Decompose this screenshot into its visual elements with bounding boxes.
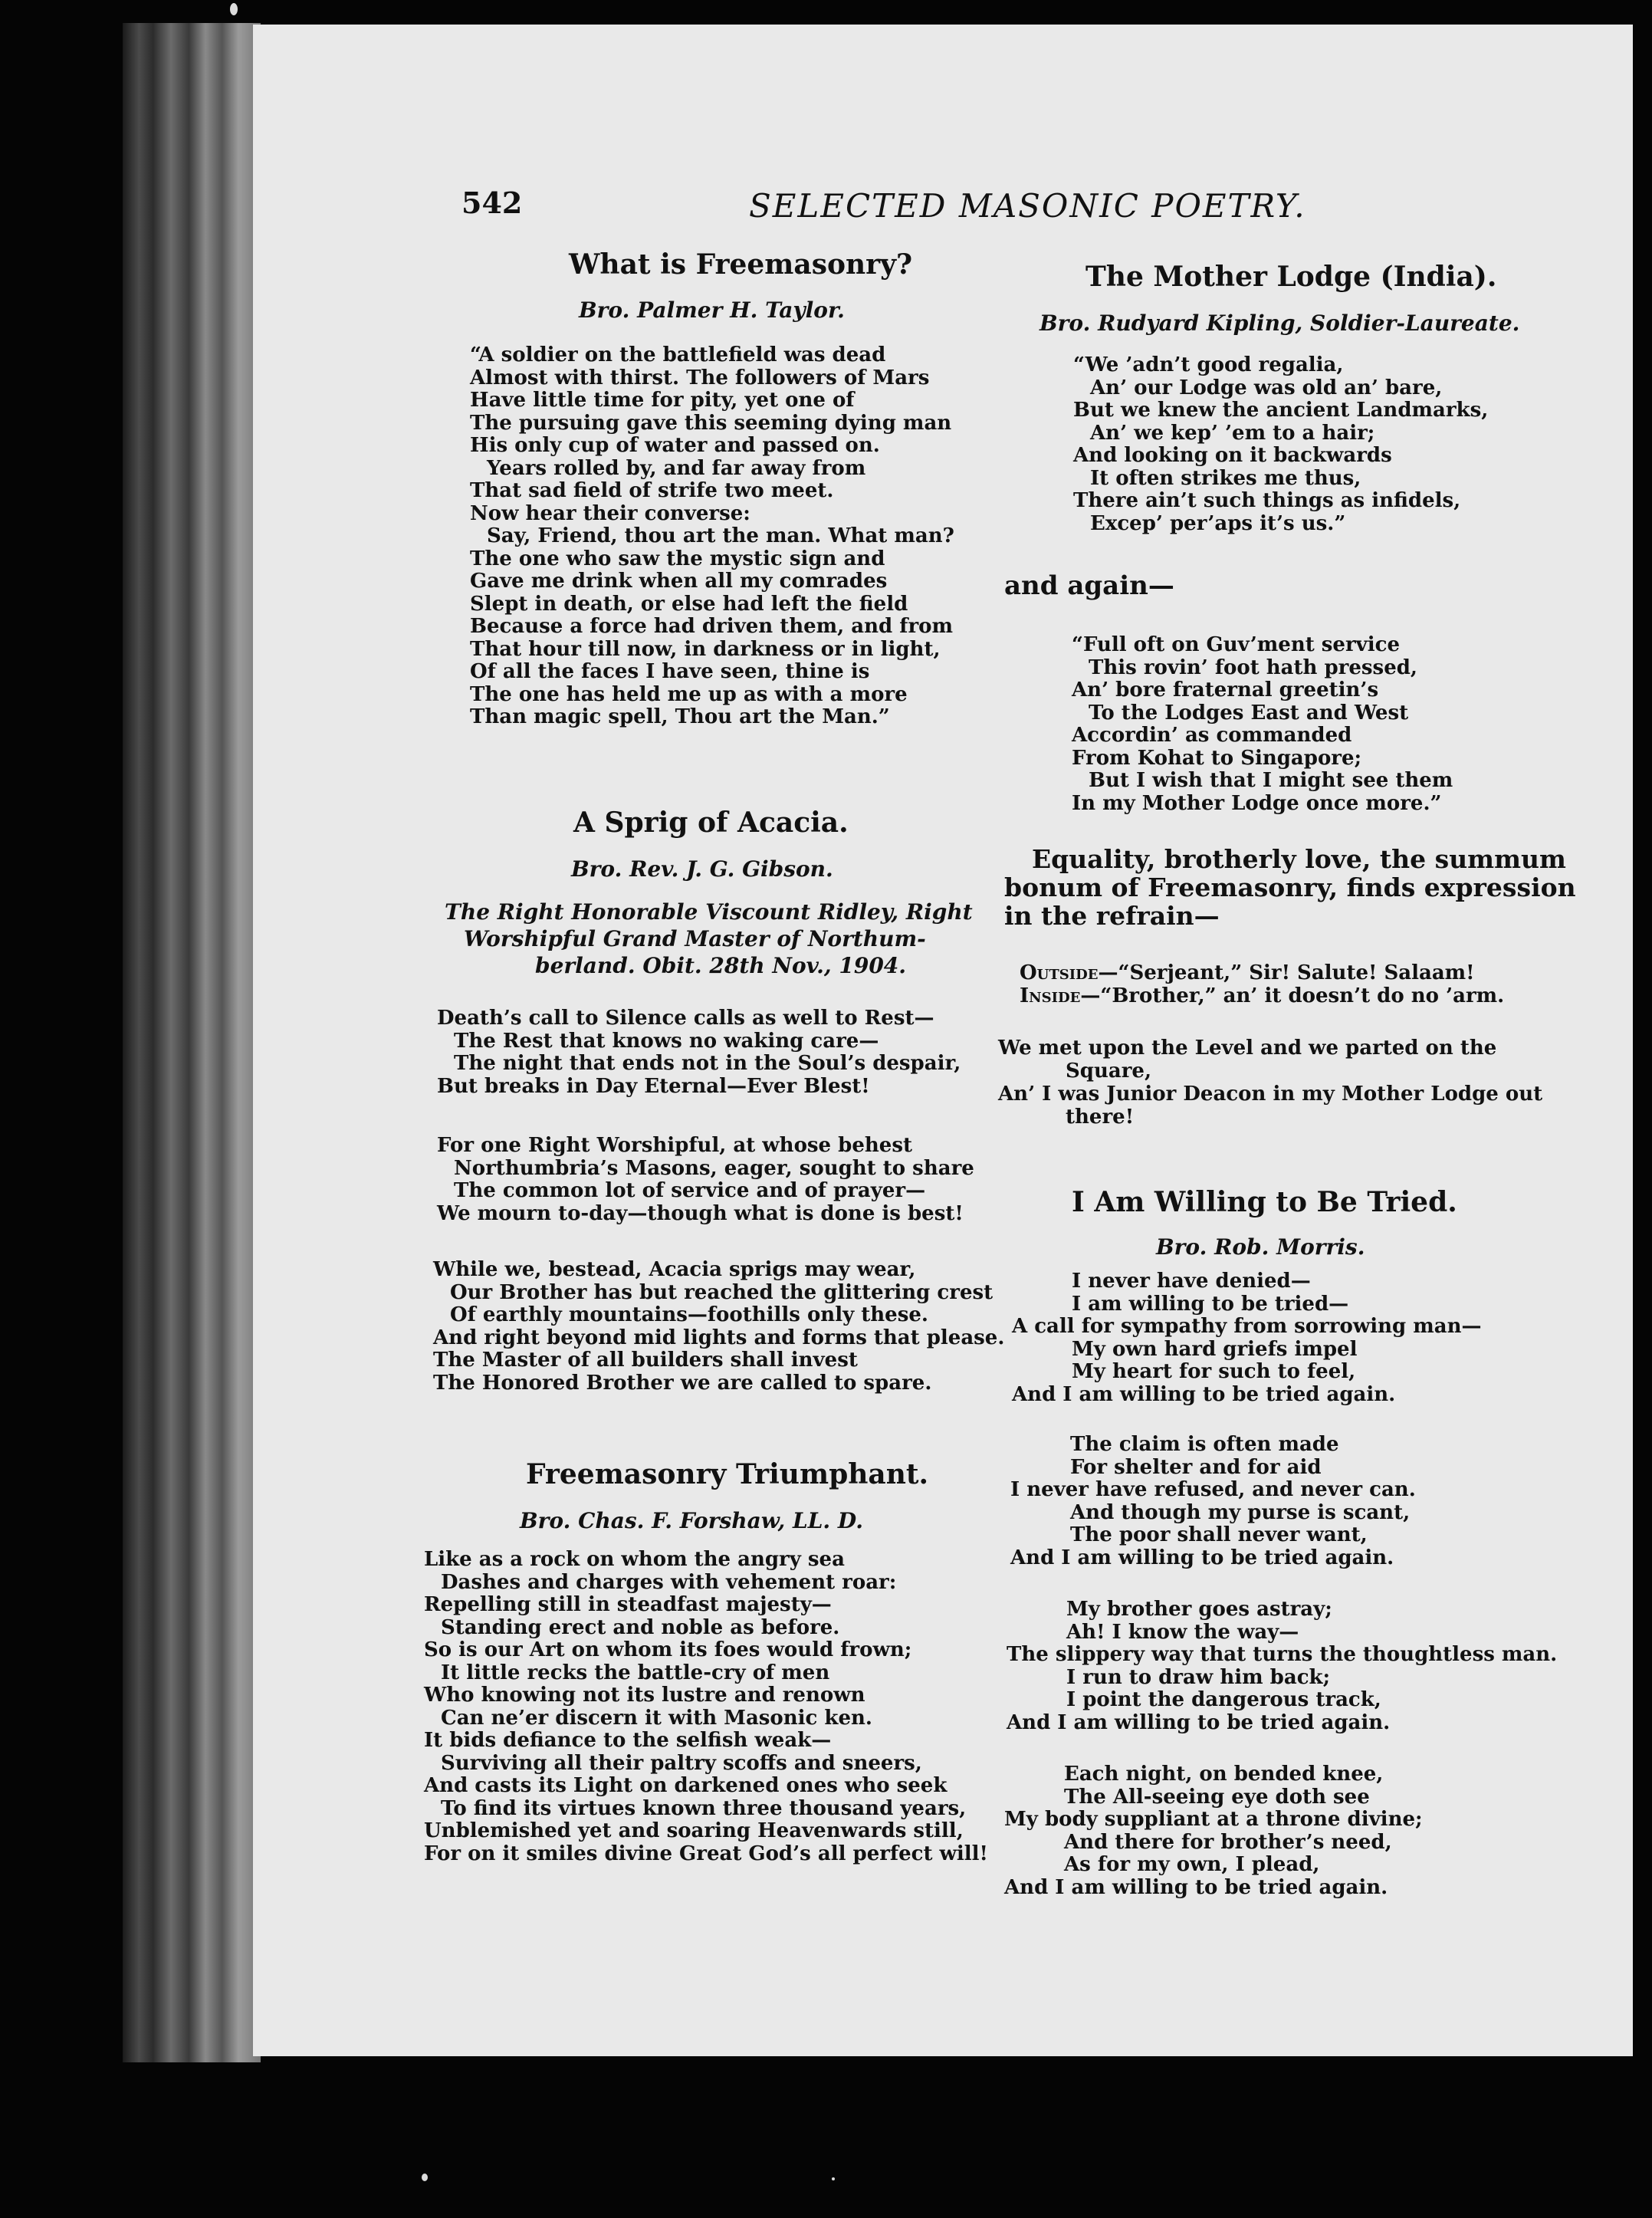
poem-line: Accordin’ as commanded [1072,724,1352,747]
poem-line: There ain’t such things as infidels, [1073,489,1461,512]
poem-stanza-acacia-3 [433,1259,1004,1395]
poem-line: I never have refused, and never can. [1010,1478,1416,1501]
poem-line: And I am willing to be tried again. [1010,1546,1394,1569]
poem-title-willing-to-be-tried: I Am Willing to Be Tried. [1072,1186,1457,1218]
poem-line: The pursuing gave this seeming dying man [470,411,952,435]
poem-line: Say, Friend, thou art the man. What man? [487,524,954,547]
poem-line: For on it smiles divine Great God’s all perfect will! [424,1842,988,1865]
poem-line: This rovin’ foot hath pressed, [1089,656,1417,679]
dedication-line: Worshipful Grand Master of Northum- [464,926,926,951]
poem-line: Than magic spell, Thou art the Man.” [470,705,890,728]
poem-line: It bids defiance to the selfish weak— [424,1729,832,1752]
refrain-inside-text: —“Brother,” an’ it doesn’t do no ’arm. [1080,984,1505,1007]
poem-line: I never have denied— [1072,1270,1311,1293]
poem-line: While we, bestead, Acacia sprigs may wear, [433,1258,916,1281]
closing-line: Square, [1066,1060,1151,1083]
scan-speck [832,2177,835,2180]
poem-author-forshaw: Bro. Chas. F. Forshaw, LL. D. [520,1508,863,1533]
poem-line: The one has held me up as with a more [470,682,908,706]
poem-line: Gave me drink when all my comrades [470,570,888,593]
poem-line: We mourn to-day—though what is done is best! [437,1201,964,1225]
poem-body-mother-lodge [1073,354,1488,535]
poem-line: Northumbria’s Masons, eager, sought to share [454,1156,974,1180]
poem-line: An’ bore fraternal greetin’s [1072,679,1379,702]
poem-line: And though my purse is scant, [1070,1500,1411,1524]
poem-line: The night that ends not in the Soul’s despair, [454,1052,961,1075]
closing-line: An’ I was Junior Deacon in my Mother Lodge out [998,1083,1543,1106]
scan-speck [422,2174,428,2181]
poem-line: Now hear their converse: [470,501,750,525]
poem-body-what-is-freemasonry [470,344,954,729]
poem-line: Have little time for pity, yet one of [470,389,855,412]
poem-line: The one who saw the mystic sign and [470,547,885,570]
poem-line: “A soldier on the battlefield was dead [470,343,886,366]
poem-stanza-acacia-2 [437,1135,974,1225]
poem-stanza-acacia-1 [437,1007,961,1098]
poem-line: Like as a rock on whom the angry sea [424,1548,845,1571]
prose-line: in the refrain— [1004,901,1220,931]
poem-line: I point the dangerous track, [1066,1688,1381,1711]
closing-line: there! [1066,1106,1135,1129]
poem-line: And I am willing to be tried again. [1007,1710,1391,1734]
poem-title-mother-lodge: The Mother Lodge (India). [1085,261,1497,293]
poem-line: So is our Art on whom its foes would frown; [424,1638,912,1661]
poem-author-kipling: Bro. Rudyard Kipling, Soldier-Laureate. [1039,311,1520,336]
prose-line: Equality, brotherly love, the summum [1032,844,1566,874]
refrain-outside-text: —“Serjeant,” Sir! Salute! Salaam! [1098,961,1475,984]
poem-line: Dashes and charges with vehement roar: [441,1570,897,1594]
poem-body-mother-lodge-2 [1072,634,1453,815]
poem-line: Repelling still in steadfast majesty— [424,1593,832,1616]
poem-line: The Honored Brother we are called to spare. [433,1371,932,1395]
poem-author-gibson: Bro. Rev. J. G. Gibson. [571,856,833,882]
poem-line: The Rest that knows no waking care— [454,1029,879,1053]
poem-line: The slippery way that turns the thoughtless man. [1007,1643,1558,1666]
poem-line: And I am willing to be tried again. [1012,1382,1396,1406]
poem-line: The claim is often made [1070,1433,1339,1456]
poem-line: And casts its Light on darkened ones who seek [424,1774,948,1797]
poem-line: “Full oft on Guv’ment service [1072,633,1401,656]
poem-line: My body suppliant at a throne divine; [1004,1808,1423,1831]
book-spine-edge [123,23,261,2062]
poem-title-freemasonry-triumphant: Freemasonry Triumphant. [526,1458,929,1490]
poem-line: My brother goes astray; [1066,1598,1332,1621]
poem-line: In my Mother Lodge once more.” [1072,791,1442,815]
poem-line: The poor shall never want, [1070,1523,1368,1546]
and-again-label: and again— [1004,570,1174,601]
refrain-inside-line [1020,984,1504,1007]
poem-line: As for my own, I plead, [1064,1853,1320,1876]
poem-line: But breaks in Day Eternal—Ever Blest! [437,1074,870,1098]
poem-line: Ah! I know the way— [1066,1620,1299,1644]
poem-line: And I am willing to be tried again. [1004,1875,1388,1899]
poem-line: Years rolled by, and far away from [487,456,866,480]
poem-line: But I wish that I might see them [1089,769,1453,792]
poem-line: That hour till now, in darkness or in light, [470,637,941,661]
closing-couplet [998,1037,1542,1129]
poem-line: My heart for such to feel, [1072,1360,1356,1383]
poem-author-taylor: Bro. Palmer H. Taylor. [579,297,845,323]
poem-line: Each night, on bended knee, [1064,1763,1384,1786]
poem-line: The common lot of service and of prayer— [454,1179,926,1202]
poem-line: Excep’ per’aps it’s us.” [1090,511,1346,535]
poem-line: And looking on it backwards [1073,444,1392,467]
poem-line: Surviving all their paltry scoffs and sneers, [441,1751,922,1775]
dedication-line: The Right Honorable Viscount Ridley, Right [445,899,973,925]
poem-dedication-ridley [445,899,973,979]
dedication-line: berland. Obit. 28th Nov., 1904. [535,953,907,978]
poem-line: His only cup of water and passed on. [470,434,880,457]
book-page [253,25,1633,2056]
poem-line: Almost with thirst. The followers of Mars [470,366,930,389]
poem-line: For one Right Worshipful, at whose behest [437,1134,912,1157]
poem-line: To the Lodges East and West [1089,701,1409,725]
poem-line: Death’s call to Silence calls as well to Rest— [437,1007,934,1030]
poem-line: Slept in death, or else had left the field [470,592,908,616]
poem-author-morris: Bro. Rob. Morris. [1156,1234,1365,1260]
poem-line: Because a force had driven them, and from [470,615,954,638]
poem-line: I am willing to be tried— [1072,1292,1349,1316]
refrain-outside-line [1020,961,1504,984]
poem-line: My own hard griefs impel [1072,1337,1358,1361]
poem-title-what-is-freemasonry: What is Freemasonry? [569,248,913,281]
poem-line: I run to draw him back; [1066,1665,1331,1689]
refrain-block [1020,961,1504,1007]
poem-line: It little recks the battle-cry of men [441,1661,830,1684]
poem-line: For shelter and for aid [1070,1455,1322,1479]
poem-line: “We ’adn’t good regalia, [1073,353,1344,376]
page-number: 542 [461,186,523,220]
refrain-inside-label: Inside [1020,984,1081,1007]
poem-line: Standing erect and noble as before. [441,1615,840,1639]
poem-line: To find its virtues known three thousand years, [441,1796,967,1820]
poem-line: And there for brother’s need, [1064,1830,1392,1854]
poem-line: Our Brother has but reached the glittering crest [450,1280,993,1304]
poem-stanza-willing-2 [1010,1434,1416,1569]
poem-line: Can ne’er discern it with Masonic ken. [441,1706,872,1730]
poem-line: An’ our Lodge was old an’ bare, [1090,376,1443,399]
poem-line: The All-seeing eye doth see [1064,1785,1370,1809]
poem-stanza-willing-1 [1012,1270,1482,1406]
poem-stanza-willing-3 [1007,1599,1557,1734]
poem-body-freemasonry-triumphant [424,1549,988,1865]
poem-line: From Kohat to Singapore; [1072,746,1362,770]
poem-stanza-willing-4 [1004,1763,1423,1899]
closing-line: We met upon the Level and we parted on the [998,1037,1497,1060]
poem-line: Who knowing not its lustre and renown [424,1684,865,1707]
poem-line: And right beyond mid lights and forms that please. [433,1326,1005,1349]
poem-line: Unblemished yet and soaring Heavenwards still, [424,1819,964,1842]
poem-line: Of earthly mountains—foothills only these. [450,1303,928,1326]
poem-line: Of all the faces I have seen, thine is [470,660,870,683]
poem-line: That sad field of strife two meet. [470,479,834,502]
poem-line: It often strikes me thus, [1090,466,1361,490]
poem-line: A call for sympathy from sorrowing man— [1012,1315,1482,1338]
scan-speck [230,3,238,15]
poem-line: An’ we kep’ ’em to a hair; [1090,421,1375,445]
poem-title-sprig-of-acacia: A Sprig of Acacia. [573,807,849,839]
poem-line: But we knew the ancient Landmarks, [1073,399,1489,422]
prose-line: bonum of Freemasonry, finds expression [1004,872,1576,902]
poem-line: The Master of all builders shall invest [433,1349,858,1372]
prose-refrain-intro [1004,845,1576,930]
refrain-outside-label: Outside [1020,961,1099,984]
running-head: SELECTED MASONIC POETRY. [749,187,1306,225]
